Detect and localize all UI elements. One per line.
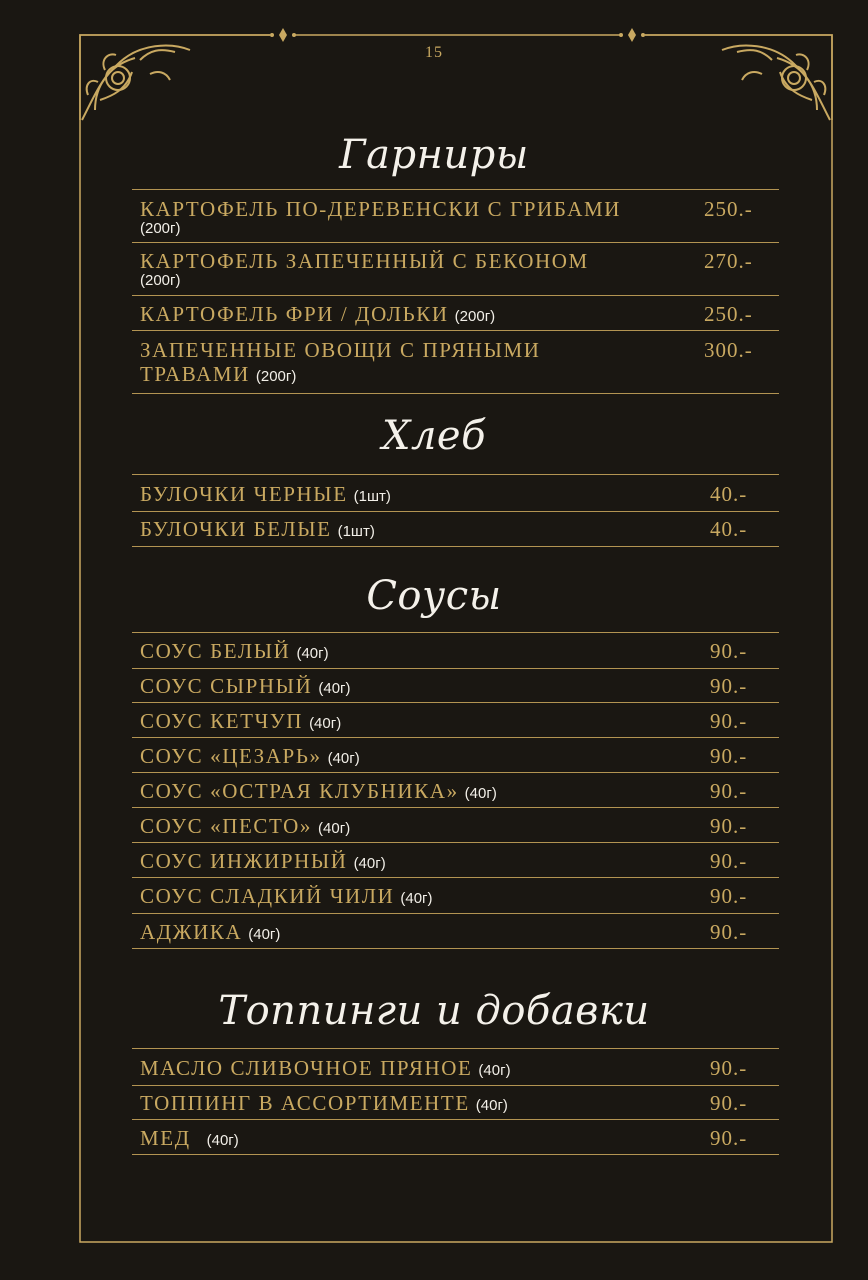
item-name-text: СОУС КЕТЧУП bbox=[140, 709, 304, 733]
menu-item bbox=[132, 703, 779, 738]
item-weight: (40г) bbox=[353, 855, 386, 872]
menu-item bbox=[132, 1085, 779, 1120]
menu-item bbox=[132, 738, 779, 773]
item-name-text: СОУС СЛАДКИЙ ЧИЛИ bbox=[140, 884, 395, 908]
item-weight: (40г) bbox=[400, 890, 433, 907]
item-name-text: СОУС СЫРНЫЙ bbox=[140, 674, 313, 698]
item-price: 270.- bbox=[704, 249, 753, 273]
item-name bbox=[140, 197, 621, 237]
item-name bbox=[140, 302, 495, 329]
section-title-toppings: Топпинги и добавки bbox=[218, 988, 650, 1034]
item-price: 90.- bbox=[710, 1091, 748, 1115]
item-name-text: ЗАПЕЧЕННЫЕ ОВОЩИ С ПРЯНЫМИ bbox=[140, 338, 541, 362]
item-name-text: ТОППИНГ В АССОРТИМЕНТЕ bbox=[140, 1091, 470, 1115]
menu-item bbox=[132, 914, 779, 949]
item-name-text: КАРТОФЕЛЬ ЗАПЕЧЕННЫЙ С БЕКОНОМ bbox=[140, 249, 589, 273]
item-weight: (40г) bbox=[464, 785, 497, 802]
item-price: 300.- bbox=[704, 338, 753, 362]
item-price: 90.- bbox=[710, 884, 748, 908]
menu-item bbox=[132, 511, 779, 547]
item-weight: (40г) bbox=[478, 1062, 511, 1079]
item-name-text: СОУС ИНЖИРНЫЙ bbox=[140, 849, 348, 873]
item-name-text: КАРТОФЕЛЬ ПО-ДЕРЕВЕНСКИ С ГРИБАМИ bbox=[140, 197, 622, 221]
item-name bbox=[140, 338, 541, 389]
item-price: 90.- bbox=[710, 1126, 748, 1150]
item-weight: (40г) bbox=[318, 680, 351, 697]
item-name-text: БУЛОЧКИ ЧЕРНЫЕ bbox=[140, 482, 348, 506]
item-name-text: СОУС «ОСТРАЯ КЛУБНИКА» bbox=[140, 779, 459, 803]
item-name-text: СОУС «ПЕСТО» bbox=[140, 814, 313, 838]
item-price: 90.- bbox=[710, 1056, 748, 1080]
item-name-text: МАСЛО СЛИВОЧНОЕ ПРЯНОЕ bbox=[140, 1056, 473, 1080]
item-weight: (40г) bbox=[296, 645, 329, 662]
item-weight: (200г) bbox=[140, 272, 181, 289]
menu-item bbox=[132, 474, 779, 512]
item-price: 90.- bbox=[710, 674, 748, 698]
item-price: 90.- bbox=[710, 849, 748, 873]
item-price: 90.- bbox=[710, 814, 748, 838]
item-name-text: СОУС БЕЛЫЙ bbox=[140, 639, 291, 663]
item-price: 250.- bbox=[704, 197, 753, 221]
item-price: 40.- bbox=[710, 517, 748, 541]
item-price: 90.- bbox=[710, 779, 748, 803]
menu-item bbox=[132, 808, 779, 843]
item-name-text: КАРТОФЕЛЬ ФРИ / ДОЛЬКИ bbox=[140, 302, 449, 326]
item-weight: (1шт) bbox=[353, 488, 391, 505]
menu-item bbox=[132, 189, 779, 243]
item-name bbox=[140, 482, 391, 509]
page-number: 15 bbox=[425, 44, 443, 61]
item-weight: (40г) bbox=[206, 1132, 239, 1149]
item-weight: (200г) bbox=[140, 220, 181, 237]
item-weight: (1шт) bbox=[337, 523, 375, 540]
item-price: 90.- bbox=[710, 920, 748, 944]
section-title-garnish: Гарниры bbox=[339, 132, 529, 178]
item-name bbox=[140, 249, 589, 289]
item-name-text: АДЖИКА bbox=[140, 920, 243, 944]
item-price: 90.- bbox=[710, 709, 748, 733]
item-weight: (200г) bbox=[454, 308, 496, 325]
menu-item bbox=[132, 296, 779, 331]
menu-item bbox=[132, 632, 779, 669]
item-name-text: БУЛОЧКИ БЕЛЫЕ bbox=[140, 517, 332, 541]
item-weight: (200г) bbox=[255, 368, 297, 385]
item-price: 40.- bbox=[710, 482, 748, 506]
item-weight: (40г) bbox=[248, 926, 281, 943]
item-price: 250.- bbox=[704, 302, 753, 326]
menu-item bbox=[132, 773, 779, 808]
item-weight: (40г) bbox=[318, 820, 351, 837]
menu-item bbox=[132, 1048, 779, 1086]
menu-item bbox=[132, 242, 779, 296]
item-weight: (40г) bbox=[475, 1097, 508, 1114]
item-name-text: МЕД bbox=[140, 1126, 191, 1150]
item-name-text: СОУС «ЦЕЗАРЬ» bbox=[140, 744, 322, 768]
item-name bbox=[140, 517, 375, 544]
menu-item bbox=[132, 668, 779, 703]
item-price: 90.- bbox=[710, 744, 748, 768]
section-title-sauces: Соусы bbox=[366, 573, 502, 619]
item-price: 90.- bbox=[710, 639, 748, 663]
item-weight: (40г) bbox=[309, 715, 342, 732]
menu-item bbox=[132, 878, 779, 914]
menu-item bbox=[132, 843, 779, 878]
section-title-bread: Хлеб bbox=[381, 413, 487, 459]
menu-item bbox=[132, 331, 779, 394]
item-name-text: ТРАВАМИ bbox=[140, 362, 250, 386]
item-weight: (40г) bbox=[327, 750, 360, 767]
menu-item bbox=[132, 1120, 779, 1155]
